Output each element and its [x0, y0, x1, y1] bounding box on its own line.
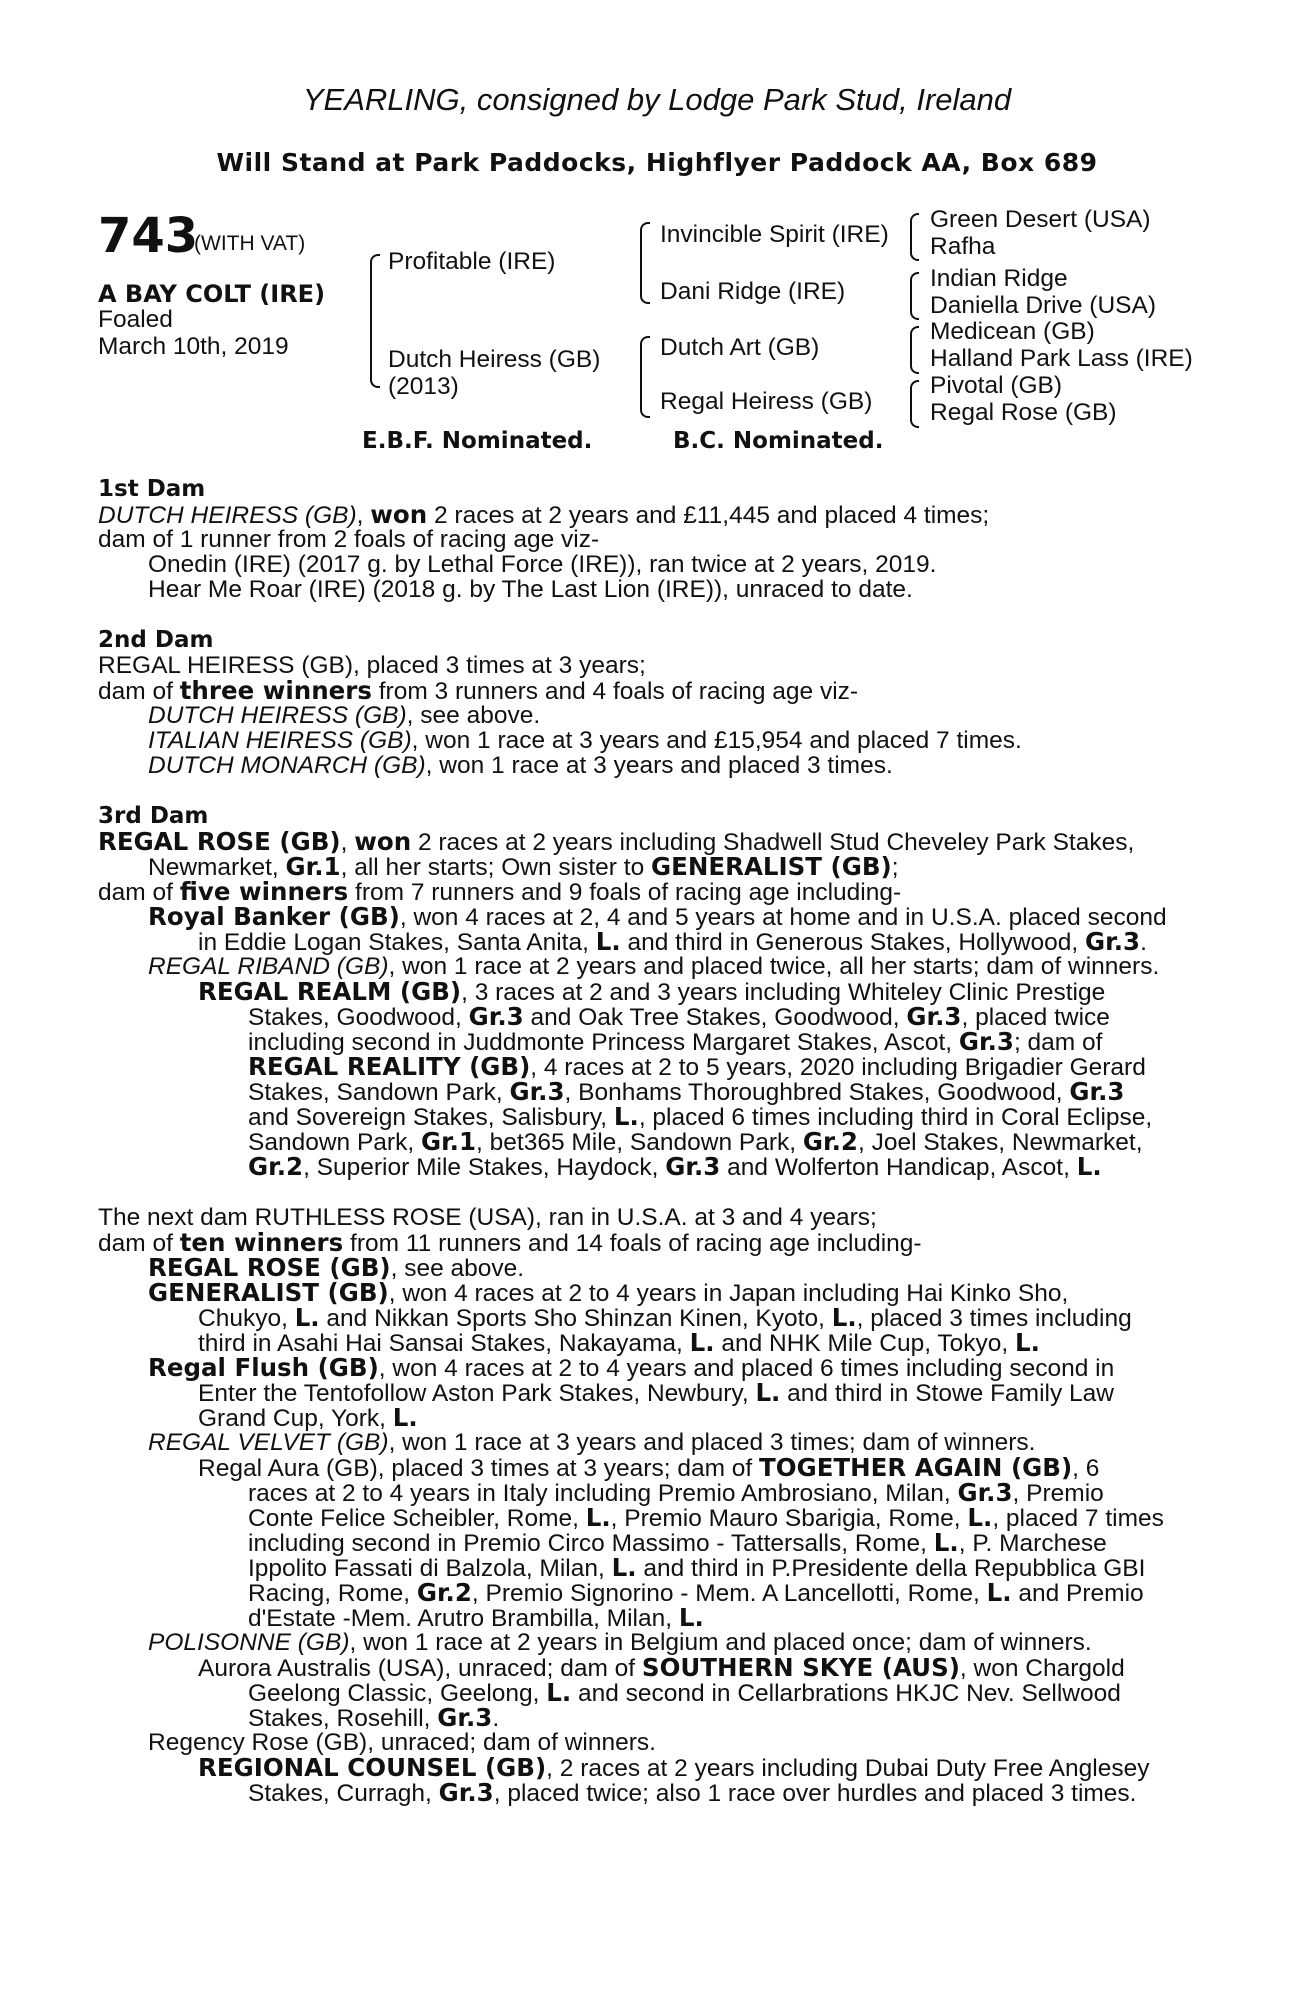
dd-sire: Pivotal (GB) [930, 372, 1063, 399]
text-fragment: and third in Generous Stakes, Hollywood, [620, 929, 1086, 956]
text-fragment: , [340, 829, 355, 856]
text-fragment: Gr.1 [285, 852, 341, 881]
progeny-item [148, 753, 893, 778]
dam-year: (2013) [388, 373, 459, 400]
text-fragment: , see above. [390, 1255, 525, 1282]
first-dam-summary: dam of 1 runner from 2 foals of racing age viz- [98, 526, 600, 553]
text-fragment: L. [1076, 1152, 1102, 1181]
text-fragment: . [492, 1705, 500, 1732]
text-fragment: dam of [98, 879, 180, 906]
text-fragment: , placed 7 times [992, 1505, 1164, 1532]
progeny-detail [248, 1705, 499, 1731]
text-fragment: REGAL REALM (GB) [198, 977, 462, 1006]
text-fragment: Gr.3 [906, 1002, 962, 1031]
progeny-item [148, 1280, 1068, 1306]
progeny-detail [248, 1505, 1164, 1531]
text-fragment: from 11 runners and 14 foals of racing age including- [343, 1230, 922, 1257]
text-fragment: Conte Felice Scheibler, Rome, [248, 1505, 586, 1532]
first-dam-line: DUTCH HEIRESS (GB), won 2 races at 2 years and £11,445 and placed 4 times; [98, 500, 990, 529]
text-fragment: including second in Juddmonte Princess Margaret Stakes, Ascot, [248, 1029, 959, 1056]
progeny-item [148, 904, 1167, 930]
text-fragment: L. [595, 927, 621, 956]
bc-nomination: B.C. Nominated. [673, 428, 884, 454]
ss-dam: Rafha [930, 233, 996, 260]
text-fragment: , 2 races at 2 years including Dubai Duty Free Anglesey [546, 1755, 1150, 1782]
text-fragment: POLISONNE (GB) [148, 1629, 350, 1656]
text-fragment: Gr.2 [802, 1127, 858, 1156]
dd-dam: Regal Rose (GB) [930, 399, 1117, 426]
text-fragment: DUTCH HEIRESS (GB) [148, 702, 407, 729]
text-fragment: , Premio Mauro Sbarigia, Rome, [610, 1505, 968, 1532]
text-fragment: , see above. [406, 702, 541, 729]
sd-dam: Daniella Drive (USA) [930, 292, 1157, 319]
text-fragment: SOUTHERN SKYE (AUS) [641, 1653, 960, 1682]
progeny-detail [248, 1154, 1102, 1180]
third-dam-heading: 3rd Dam [98, 803, 209, 829]
text-fragment: . [1140, 929, 1147, 956]
dam: Dutch Heiress (GB) [388, 346, 601, 373]
text-fragment: and Oak Tree Stakes, Goodwood, [523, 1004, 907, 1031]
text-fragment: , 4 races at 2 to 5 years, 2020 including Brigadier Gerard [530, 1054, 1146, 1081]
text-fragment: , won 4 races at 2 to 4 years and placed 6 times including second in [378, 1355, 1115, 1382]
text-fragment: , bet365 Mile, Sandown Park, [476, 1129, 803, 1156]
ebf-nomination: E.B.F. Nominated. [362, 428, 593, 454]
progeny-item [148, 1355, 1114, 1381]
text-fragment: Gr.2 [416, 1578, 472, 1607]
text-fragment: L. [613, 1102, 639, 1131]
location-line: Will Stand at Park Paddocks, Highflyer Paddock AA, Box 689 [216, 148, 1098, 177]
text-fragment: L. [933, 1528, 959, 1557]
text-fragment: including second in Premio Circo Massimo - Tattersalls, Rome, [248, 1530, 934, 1557]
text-fragment: , Premio [1012, 1480, 1104, 1507]
text-fragment: REGAL ROSE (GB) [148, 1253, 391, 1282]
text-fragment: three winners [179, 676, 372, 705]
text-fragment: Newmarket, [148, 854, 286, 881]
text-fragment: ; dam of [1013, 1029, 1103, 1056]
text-fragment: , won 4 races at 2 to 4 years in Japan including Hai Kinko Sho, [388, 1280, 1069, 1307]
text-fragment: Regal Aura (GB), placed 3 times at 3 years; dam of [198, 1455, 760, 1482]
first-dam-name: DUTCH HEIRESS (GB) [98, 502, 357, 529]
pedigree-brace-1 [370, 254, 380, 388]
ss-sire: Green Desert (USA) [930, 206, 1151, 233]
pedigree-brace-5 [910, 272, 919, 320]
dam-dam: Regal Heiress (GB) [660, 388, 873, 415]
progeny-item: Regency Rose (GB), unraced; dam of winners. [148, 1729, 656, 1756]
sd-sire: Indian Ridge [930, 265, 1068, 292]
text-fragment: five winners [179, 877, 349, 906]
progeny-item [148, 703, 540, 728]
text-fragment: Gr.3 [665, 1152, 721, 1181]
lot-number: 743 [98, 208, 199, 264]
text-fragment: Stakes, Sandown Park, [248, 1079, 510, 1106]
text-fragment: REGAL RIBAND (GB) [148, 953, 389, 980]
text-fragment: ; [891, 854, 899, 881]
progeny-item [148, 728, 1022, 753]
text-fragment: L. [967, 1503, 993, 1532]
text-fragment: and third in P.Presidente della Repubblica GBI [636, 1555, 1146, 1582]
text-fragment: L. [1015, 1328, 1040, 1357]
second-dam-summary [98, 678, 858, 704]
pedigree-brace-6 [910, 326, 919, 374]
second-dam-heading: 2nd Dam [98, 627, 214, 653]
text-fragment: , won 1 race at 2 years and placed twice, all her starts; dam of winners. [388, 953, 1160, 980]
text-fragment: Sandown Park, [248, 1129, 421, 1156]
text-fragment: Grand Cup, York, [198, 1405, 393, 1432]
text-fragment: 2 races at 2 years including Shadwell Stud Cheveley Park Stakes, [411, 829, 1135, 856]
text-fragment: Gr.3 [957, 1478, 1013, 1507]
progeny-item: Hear Me Roar (IRE) (2018 g. by The Last Lion (IRE)), unraced to date. [148, 576, 913, 603]
text-fragment: and NHK Mile Cup, Tokyo, [714, 1330, 1016, 1357]
ds-sire: Medicean (GB) [930, 318, 1095, 345]
text-fragment: Ippolito Fassati di Balzola, Milan, [248, 1555, 612, 1582]
text-fragment: won [354, 827, 412, 856]
text-fragment: , 3 races at 2 and 3 years including Whiteley Clinic Prestige [461, 979, 1106, 1006]
text-fragment: REGAL ROSE (GB) [98, 827, 341, 856]
progeny-detail [248, 1054, 1146, 1080]
text-fragment: , placed 3 times including [856, 1305, 1132, 1332]
progeny-item [148, 1430, 1035, 1455]
ds-dam: Halland Park Lass (IRE) [930, 345, 1193, 372]
text-fragment: Chukyo, [198, 1305, 295, 1332]
text-fragment: Regal Flush (GB) [148, 1353, 379, 1382]
text-fragment: L. [611, 1553, 637, 1582]
text-fragment: L. [546, 1678, 572, 1707]
progeny-detail [248, 1605, 704, 1631]
text-fragment: REGIONAL COUNSEL (GB) [198, 1753, 547, 1782]
text-fragment: Enter the Tentofollow Aston Park Stakes, Newbury, [198, 1380, 756, 1407]
text-fragment: , won 4 races at 2, 4 and 5 years at home and in U.S.A. placed second [399, 904, 1167, 931]
text-fragment: L. [986, 1578, 1012, 1607]
text-fragment: , placed twice [961, 1004, 1110, 1031]
first-dam-record: 2 races at 2 years and £11,445 and placed 4 times; [427, 502, 990, 529]
progeny-item: Onedin (IRE) (2017 g. by Lethal Force (IRE)), ran twice at 2 years, 2019. [148, 551, 937, 578]
text-fragment: Gr.3 [437, 1703, 493, 1732]
text-fragment: and Wolferton Handicap, Ascot, [720, 1154, 1077, 1181]
sire-sire: Invincible Spirit (IRE) [660, 221, 889, 248]
text-fragment: , 6 [1072, 1455, 1100, 1482]
text-fragment: ten winners [179, 1228, 344, 1257]
text-fragment: TOGETHER AGAIN (GB) [759, 1453, 1073, 1482]
second-dam-line: REGAL HEIRESS (GB), placed 3 times at 3 years; [98, 652, 646, 679]
progeny-item [148, 1630, 1092, 1655]
text-fragment: L. [585, 1503, 611, 1532]
text-fragment: , placed 6 times including third in Coral Eclipse, [638, 1104, 1153, 1131]
text-fragment: Gr.3 [468, 1002, 524, 1031]
text-fragment: GENERALIST (GB) [148, 1278, 389, 1307]
progeny-detail [248, 1530, 1107, 1556]
text-fragment: Gr.3 [1085, 927, 1141, 956]
text-fragment: Stakes, Rosehill, [248, 1705, 438, 1732]
progeny-detail [248, 1079, 1124, 1105]
text-fragment: dam of [98, 1230, 180, 1257]
text-fragment: Geelong Classic, Geelong, [248, 1680, 547, 1707]
text-fragment: L. [755, 1378, 781, 1407]
foaled-label: Foaled [98, 306, 173, 333]
text-fragment: Stakes, Curragh, [248, 1780, 439, 1807]
text-fragment: , won 1 race at 2 years in Belgium and placed once; dam of winners. [349, 1629, 1092, 1656]
progeny-item [198, 1755, 1149, 1781]
text-fragment: and Nikkan Sports Sho Shinzan Kinen, Kyoto, [319, 1305, 832, 1332]
page-title: YEARLING, consigned by Lodge Park Stud, Ireland [302, 82, 1012, 117]
progeny-detail [248, 1780, 1137, 1806]
text-fragment: L. [689, 1328, 715, 1357]
progeny-detail [198, 929, 1147, 955]
pedigree-brace-3 [640, 336, 650, 418]
text-fragment: GENERALIST (GB) [651, 852, 892, 881]
text-fragment: L. [678, 1603, 704, 1632]
text-fragment: , won 1 race at 3 years and £15,954 and placed 7 times. [411, 727, 1022, 754]
text-fragment: third in Asahi Hai Sansai Stakes, Nakayama, [198, 1330, 690, 1357]
progeny-detail [198, 1305, 1132, 1331]
text-fragment: REGAL VELVET (GB) [148, 1429, 389, 1456]
text-fragment: and Premio [1011, 1580, 1144, 1607]
text-fragment: , Bonhams Thoroughbred Stakes, Goodwood, [564, 1079, 1070, 1106]
text-fragment: Gr.1 [420, 1127, 477, 1156]
text-fragment: Gr.3 [509, 1077, 565, 1106]
pedigree-brace-7 [910, 380, 919, 428]
text-fragment: REGAL REALITY (GB) [248, 1052, 531, 1081]
first-dam-heading: 1st Dam [98, 476, 206, 502]
progeny-detail [198, 1380, 1114, 1406]
text-fragment: Gr.2 [248, 1152, 304, 1181]
pedigree-brace-2 [640, 222, 650, 304]
text-fragment: , placed twice; also 1 race over hurdles and placed 3 times. [493, 1780, 1137, 1807]
text-fragment: Stakes, Goodwood, [248, 1004, 469, 1031]
sire: Profitable (IRE) [388, 248, 556, 275]
text-fragment: Aurora Australis (USA), unraced; dam of [198, 1655, 642, 1682]
progeny-item [198, 979, 1105, 1005]
text-fragment: , Joel Stakes, Newmarket, [857, 1129, 1143, 1156]
text-fragment: ITALIAN HEIRESS (GB) [148, 727, 412, 754]
text-fragment: , Superior Mile Stakes, Haydock, [303, 1154, 666, 1181]
text-fragment: and Sovereign Stakes, Salisbury, [248, 1104, 614, 1131]
text-fragment: L. [831, 1303, 857, 1332]
text-fragment: DUTCH MONARCH (GB) [148, 752, 426, 779]
text-fragment: , P. Marchese [958, 1530, 1107, 1557]
next-dam-line: The next dam RUTHLESS ROSE (USA), ran in U.S.A. at 3 and 4 years; [98, 1204, 877, 1231]
third-dam-line [98, 829, 1134, 855]
text-fragment: L. [392, 1403, 418, 1432]
vat-label: (WITH VAT) [194, 232, 306, 255]
progeny-detail [248, 1104, 1152, 1130]
text-fragment: , won 1 race at 3 years and placed 3 times. [425, 752, 893, 779]
progeny-detail [248, 1680, 1121, 1706]
text-fragment: from 3 runners and 4 foals of racing age viz- [371, 678, 859, 705]
text-fragment: Royal Banker (GB) [148, 902, 400, 931]
progeny-item [198, 1655, 1125, 1681]
text-fragment: from 7 runners and 9 foals of racing age including- [348, 879, 902, 906]
dam-sire: Dutch Art (GB) [660, 334, 820, 361]
text-fragment: d'Estate -Mem. Arutro Brambilla, Milan, [248, 1605, 679, 1632]
text-fragment: and second in Cellarbrations HKJC Nev. Sellwood [571, 1680, 1121, 1707]
text-fragment: , all her starts; Own sister to [340, 854, 652, 881]
pedigree-brace-4 [910, 213, 919, 261]
won-label: won [370, 500, 428, 529]
foaled-date: March 10th, 2019 [98, 333, 289, 360]
text-fragment: Gr.3 [1069, 1077, 1125, 1106]
text-fragment: races at 2 to 4 years in Italy including Premio Ambrosiano, Milan, [248, 1480, 958, 1507]
text-fragment: and third in Stowe Family Law [780, 1380, 1114, 1407]
text-fragment: dam of [98, 678, 180, 705]
text-fragment: L. [294, 1303, 320, 1332]
text-fragment: , Premio Signorino - Mem. A Lancellotti, Rome, [471, 1580, 987, 1607]
text-fragment: , won 1 race at 3 years and placed 3 times; dam of winners. [388, 1429, 1036, 1456]
text-fragment: Gr.3 [958, 1027, 1014, 1056]
text-fragment: , won Chargold [959, 1655, 1125, 1682]
text-fragment: in Eddie Logan Stakes, Santa Anita, [198, 929, 596, 956]
progeny-item [148, 954, 1159, 979]
sire-dam: Dani Ridge (IRE) [660, 278, 846, 305]
text-fragment: Gr.3 [438, 1778, 494, 1807]
lot-description: A BAY COLT (IRE) [98, 280, 326, 308]
progeny-detail [198, 1405, 418, 1431]
text-fragment: Racing, Rome, [248, 1580, 417, 1607]
